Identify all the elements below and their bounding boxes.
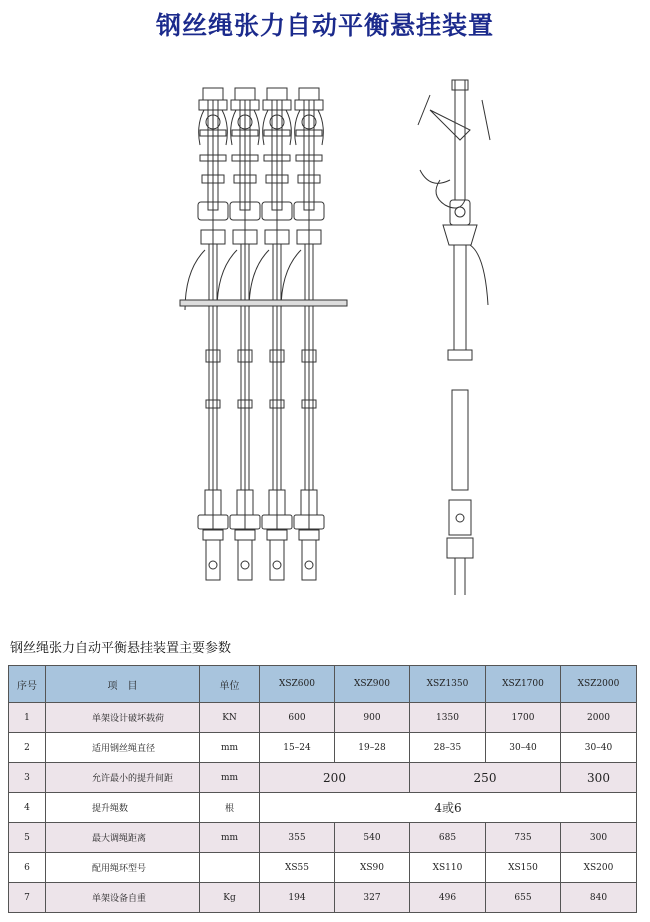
row-unit: mm [200,823,260,853]
row-value-merged: 250 [410,763,561,793]
row-value: 19–28 [335,733,410,763]
row-value: 685 [410,823,486,853]
row-value: 15–24 [260,733,335,763]
row-index: 4 [9,793,46,823]
row-item: 最大调绳距离 [46,823,200,853]
row-unit: 根 [200,793,260,823]
row-unit: Kg [200,883,260,913]
row-value-merged: 200 [260,763,410,793]
header-model: XSZ1700 [486,666,561,703]
table-row [9,793,637,823]
header-index: 序号 [9,666,46,703]
parameter-table [8,665,637,913]
header-model: XSZ900 [335,666,410,703]
row-value: 30–40 [561,733,637,763]
front-view-assemblies [180,88,347,580]
row-value: 735 [486,823,561,853]
row-item: 适用钢丝绳直径 [46,733,200,763]
table-row [9,823,637,853]
row-value: XS110 [410,853,486,883]
row-value: 355 [260,823,335,853]
header-item: 项 目 [46,666,200,703]
row-index: 6 [9,853,46,883]
table-header-row [9,666,637,703]
row-value: 1700 [486,703,561,733]
header-model: XSZ600 [260,666,335,703]
header-unit: 单位 [200,666,260,703]
row-item: 单架设备自重 [46,883,200,913]
row-value: 327 [335,883,410,913]
row-value: 1350 [410,703,486,733]
row-value: 300 [561,823,637,853]
row-value-merged: 4或6 [260,793,637,823]
row-unit: mm [200,733,260,763]
row-value: 840 [561,883,637,913]
row-value: 600 [260,703,335,733]
row-index: 3 [9,763,46,793]
row-value: 900 [335,703,410,733]
header-model: XSZ1350 [410,666,486,703]
row-value: 655 [486,883,561,913]
row-value: XS200 [561,853,637,883]
row-item: 单架设计破坏载荷 [46,703,200,733]
row-value: 2000 [561,703,637,733]
row-value: 300 [561,763,637,793]
row-unit: KN [200,703,260,733]
row-value: XS150 [486,853,561,883]
row-value: 30–40 [486,733,561,763]
row-unit [200,853,260,883]
suspension-unit [185,88,228,580]
table-row [9,763,637,793]
row-index: 7 [9,883,46,913]
row-item: 允许最小的提升间距 [46,763,200,793]
row-index: 1 [9,703,46,733]
row-value: 28–35 [410,733,486,763]
header-model: XSZ2000 [561,666,637,703]
side-view-assembly [418,80,490,595]
table-row [9,733,637,763]
row-value: XS90 [335,853,410,883]
suspension-device-drawing [0,60,650,620]
table-title: 钢丝绳张力自动平衡悬挂装置主要参数 [10,641,232,656]
row-value: 194 [260,883,335,913]
row-index: 5 [9,823,46,853]
page-title: 钢丝绳张力自动平衡悬挂装置 [155,11,494,40]
row-value: XS55 [260,853,335,883]
table-row [9,853,637,883]
row-index: 2 [9,733,46,763]
table-row [9,883,637,913]
row-value: 540 [335,823,410,853]
row-unit: mm [200,763,260,793]
row-item: 提升绳数 [46,793,200,823]
table-row [9,703,637,733]
row-item: 配用绳环型号 [46,853,200,883]
row-value: 496 [410,883,486,913]
